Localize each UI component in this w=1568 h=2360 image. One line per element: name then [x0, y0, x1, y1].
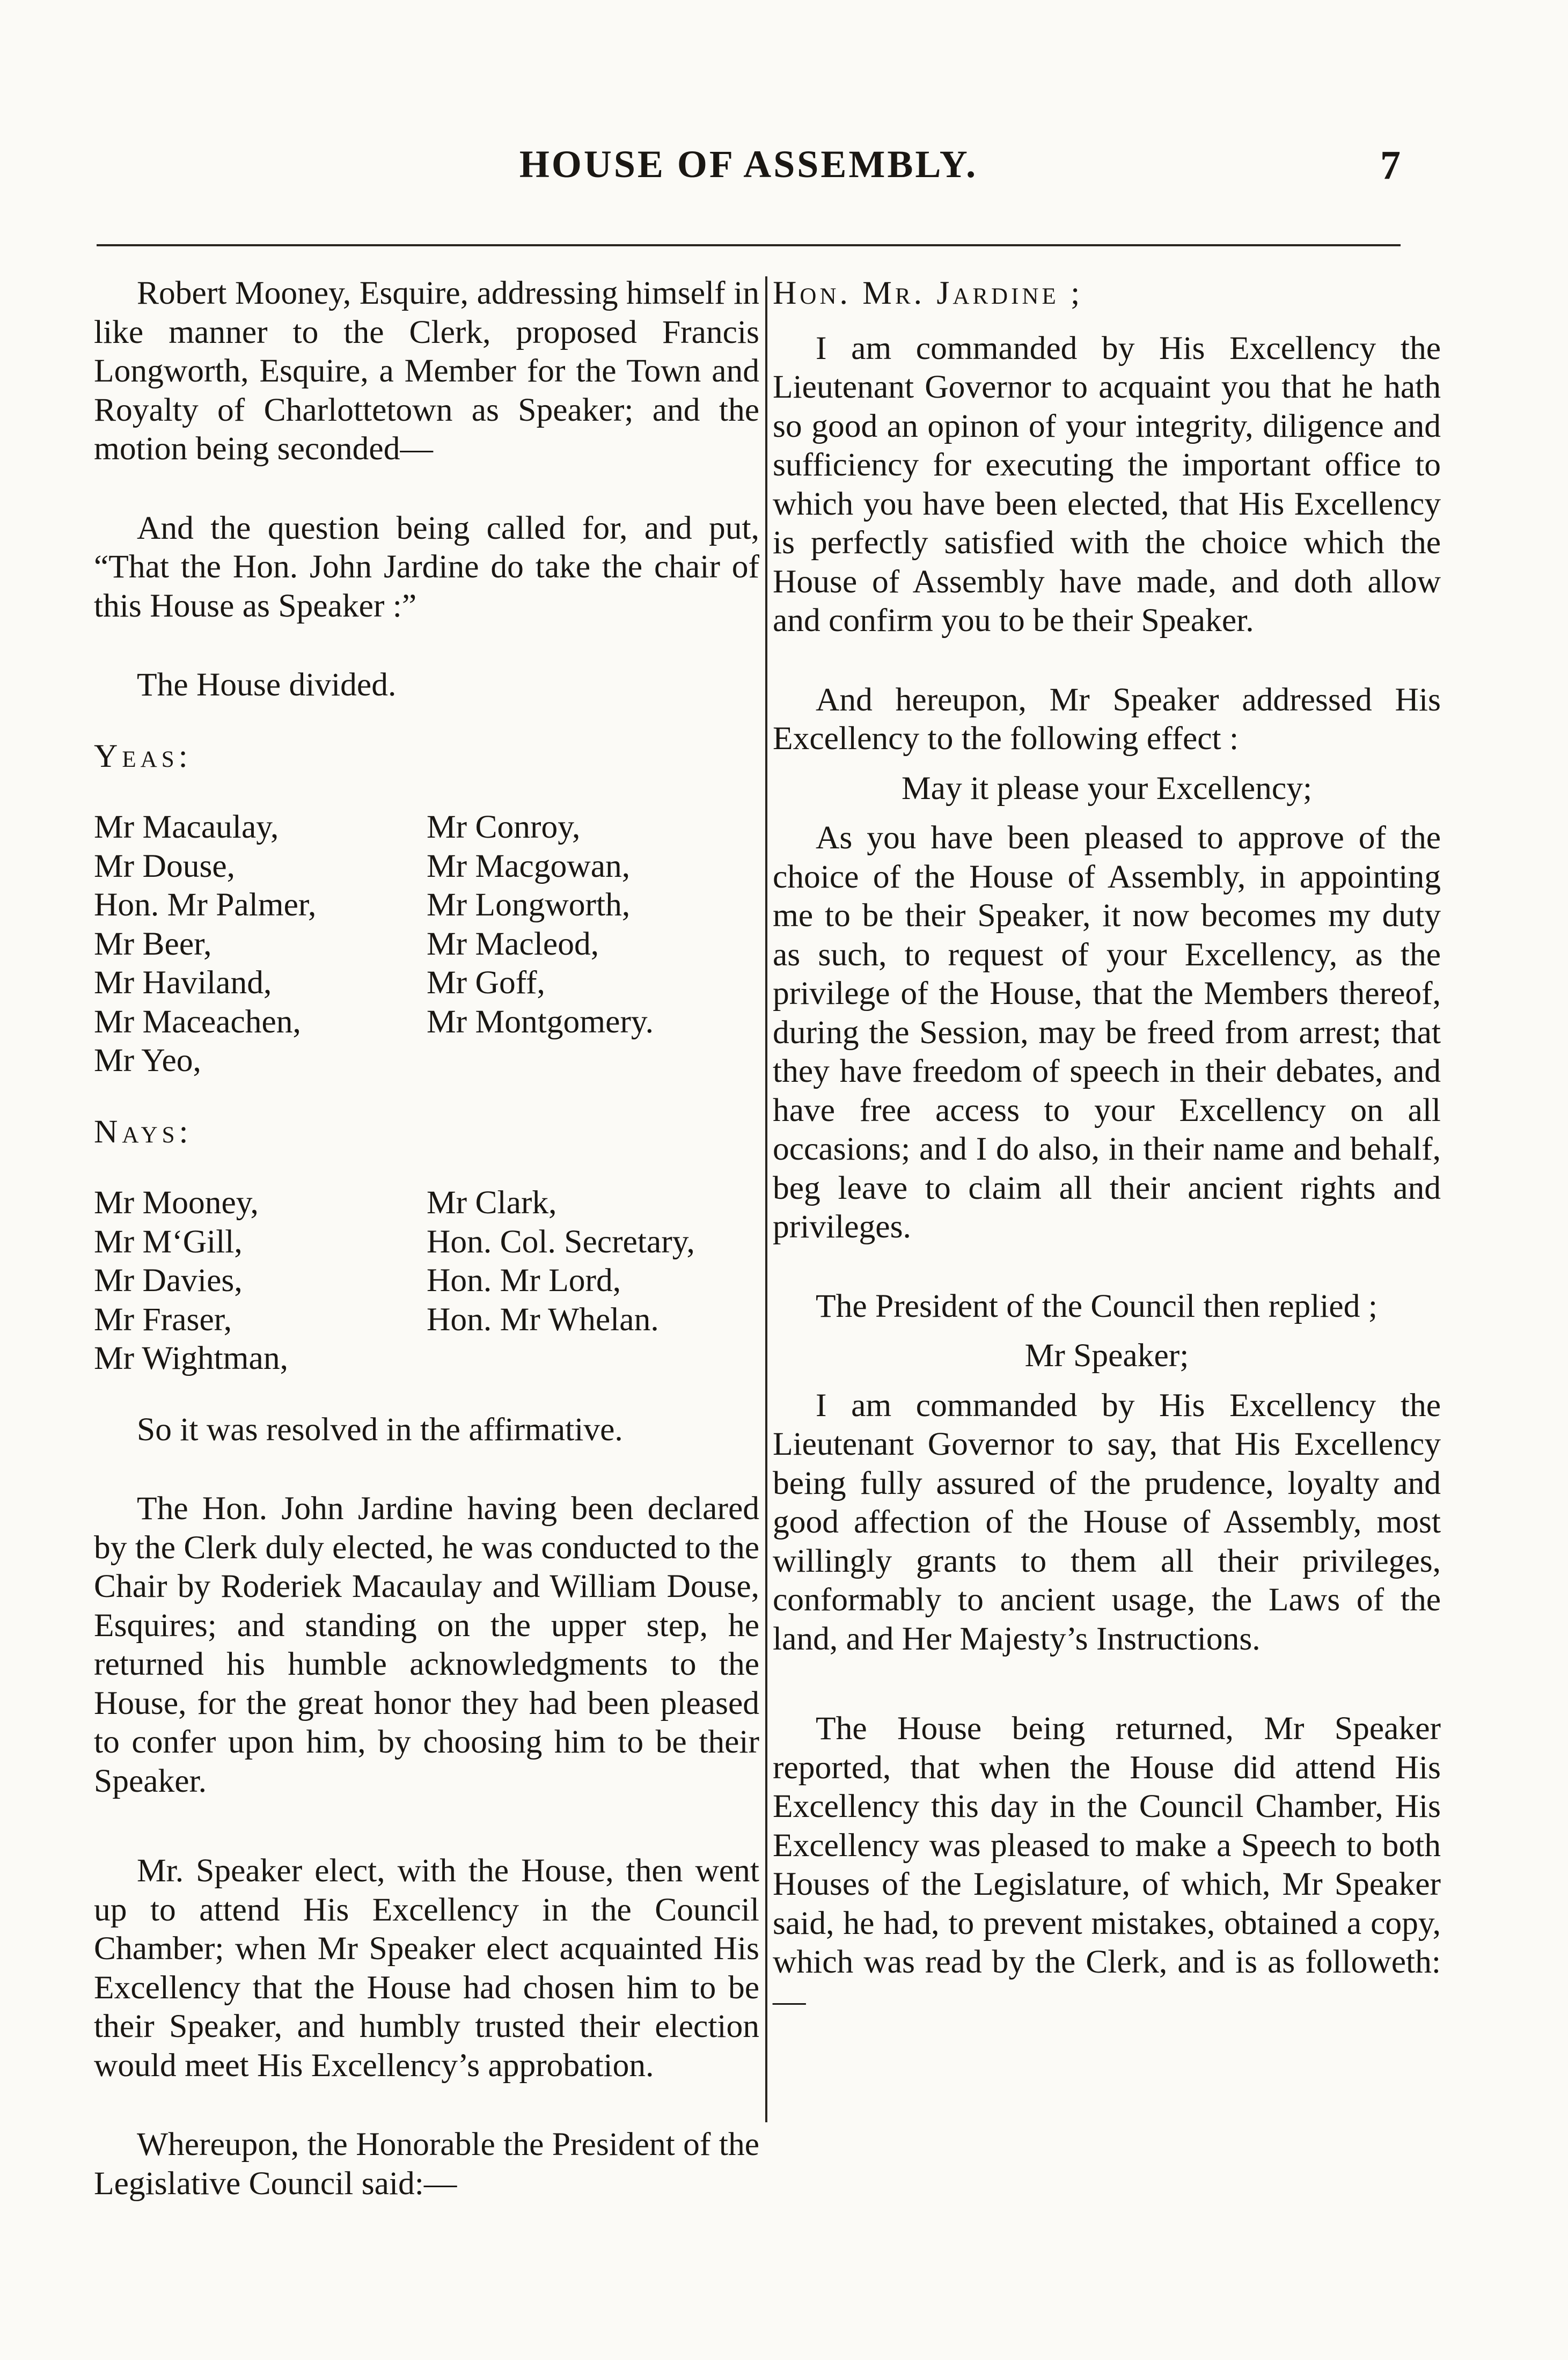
paragraph-speaker-addressed: And hereupon, Mr Speaker addressed His Excellency to the following effect :	[773, 681, 1441, 757]
paragraph-question-put: And the question being called for, and put, “That the Hon. John Jardine do take the chair of this House as Speaker :”	[94, 509, 759, 624]
right-column	[773, 274, 1441, 2020]
nay-name: Mr Clark,	[427, 1184, 557, 1221]
page-number: 7	[1380, 143, 1401, 188]
paragraph-house-returned: The House being returned, Mr Speaker reported, that when the House did attend His Excellency this day in the Council Chamber, His Excellency was pleased to make a Speech to both Houses of the Legislature, of which, Mr Speaker said, he had, to prevent mistakes, obtained a copy, which was read by the Clerk, and is as followeth:—	[773, 1710, 1441, 2019]
paragraph-president-said: Whereupon, the Honorable the President of the Legislative Council said:—	[94, 2126, 759, 2202]
yea-name: Mr Montgomery.	[427, 1003, 654, 1040]
column-divider	[765, 276, 767, 2122]
yea-name: Mr Macleod,	[427, 925, 599, 962]
yea-name: Mr Macgowan,	[427, 847, 631, 884]
nay-name: Mr M‘Gill,	[94, 1223, 243, 1260]
page-header	[97, 142, 1401, 190]
nay-name	[427, 1339, 759, 1378]
address-salutation-speaker: Mr Speaker;	[1024, 1337, 1189, 1374]
nay-name: Mr Mooney,	[94, 1184, 259, 1221]
yea-name: Mr Beer,	[94, 925, 212, 962]
nay-name: Mr Fraser,	[94, 1301, 232, 1338]
nays-list	[94, 1183, 759, 1378]
address-salutation-excellency: May it please your Excellency;	[901, 769, 1313, 807]
yea-name	[427, 1041, 759, 1080]
yea-name: Mr Conroy,	[427, 809, 581, 845]
yea-name: Mr Haviland,	[94, 964, 272, 1001]
left-column	[94, 274, 759, 2203]
yeas-list	[94, 808, 759, 1080]
nay-name: Mr Wightman,	[94, 1340, 288, 1376]
paragraph-president-replied: The President of the Council then replied ;	[816, 1287, 1378, 1324]
yea-name: Mr Douse,	[94, 847, 236, 884]
yea-name: Hon. Mr Palmer,	[94, 886, 317, 923]
paragraph-mooney-proposal: Robert Mooney, Esquire, addressing himself in like manner to the Clerk, proposed Francis Longworth, Esquire, a Member for the Town and Royalty of Charlottetown as Speaker; and the motion being seconded—	[94, 275, 759, 467]
yea-name: Mr Maceachen,	[94, 1003, 301, 1040]
header-rule	[97, 244, 1401, 246]
paragraph-speaker-elect: Mr. Speaker elect, with the House, then went up to attend His Excellency in the Council Chamber; when Mr Speaker elect acquainted His Excellency that the House had chosen him to be their Speaker, and humbly trusted their election would meet His Excellency’s approbation.	[94, 1852, 759, 2084]
nay-name: Hon. Mr Whelan.	[427, 1301, 659, 1338]
nays-heading: Nays:	[94, 1113, 193, 1150]
nay-name: Hon. Col. Secretary,	[427, 1223, 695, 1260]
paragraph-speaker-request: As you have been pleased to approve of the choice of the House of Assembly, in appointing me to be their Speaker, it now becomes my duty as such, to request of your Excellency, as the privilege of the House, that the Members thereof, during the Session, may be freed from arrest; that they have freedom of speech in their debates, and have free access to your Excellency on all occasions; and I do also, in their name and behalf, beg leave to claim all their ancient rights and privileges.	[773, 819, 1441, 1245]
paragraph-resolved: So it was resolved in the affirmative.	[137, 1411, 623, 1448]
yea-name: Mr Macaulay,	[94, 809, 279, 845]
yea-name: Mr Yeo,	[94, 1042, 201, 1079]
nay-name: Hon. Mr Lord,	[427, 1262, 621, 1299]
paragraph-house-divided: The House divided.	[137, 666, 397, 703]
paragraph-privileges-granted: I am commanded by His Excellency the Lieutenant Governor to say, that His Excellency being fully assured of the prudence, loyalty and good affection of the House of Assembly, most willingly grants to them all their privileges, conformably to ancient usage, the Laws of the land, and Her Majesty’s Instructions.	[773, 1387, 1441, 1657]
address-salutation-jardine: Hon. Mr. Jardine ;	[773, 275, 1083, 311]
nay-name: Mr Davies,	[94, 1262, 243, 1299]
yea-name: Mr Longworth,	[427, 886, 631, 923]
running-head: HOUSE OF ASSEMBLY.	[519, 143, 978, 186]
paragraph-jardine-elected: The Hon. John Jardine having been declared by the Clerk duly elected, he was conducted to the Chair by Roderiek Macaulay and William Douse, Esquires; and standing on the upper step, he returned his humble acknowledgments to the House, for the great honor they had been pleased to confer upon him, by choosing him to be their Speaker.	[94, 1490, 759, 1799]
paragraph-governor-approves: I am commanded by His Excellency the Lieutenant Governor to acquaint you that he hath so good an opinon of your integrity, diligence and sufficiency for executing the important office to which you have been elected, that His Excellency is perfectly satisfied with the choice which the House of Assembly have made, and doth allow and confirm you to be their Speaker.	[773, 329, 1441, 639]
yea-name: Mr Goff,	[427, 964, 545, 1001]
yeas-heading: Yeas:	[94, 737, 192, 774]
